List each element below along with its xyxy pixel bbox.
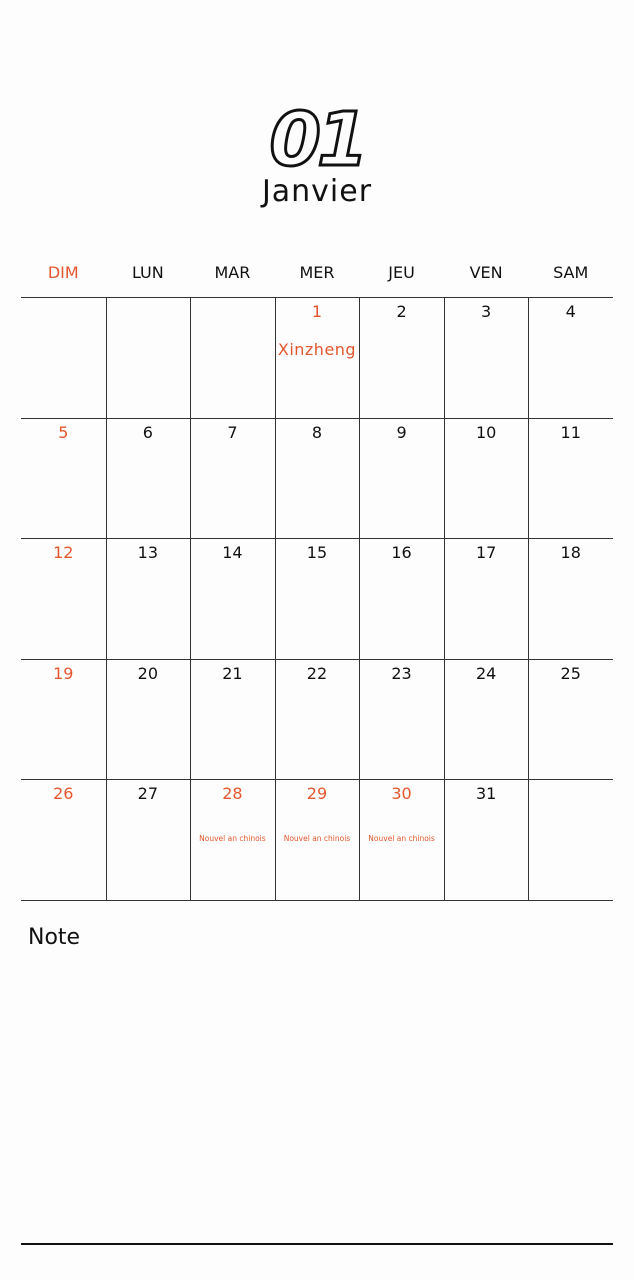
holiday-label: Xinzheng bbox=[277, 340, 357, 359]
day-number[interactable]: 18 bbox=[560, 543, 581, 563]
day-number[interactable]: 11 bbox=[560, 422, 581, 442]
weekday-label: MER bbox=[299, 263, 335, 282]
grid-column-line bbox=[275, 297, 276, 900]
weekday-label: DIM bbox=[47, 263, 79, 282]
weekday-header bbox=[21, 260, 613, 286]
weekday-label: VEN bbox=[469, 263, 503, 282]
calendar-grid bbox=[21, 297, 613, 900]
day-number[interactable]: 6 bbox=[142, 422, 153, 442]
weekday-label: LUN bbox=[131, 263, 164, 282]
day-number[interactable]: 19 bbox=[53, 663, 74, 683]
grid-row-line bbox=[21, 418, 613, 419]
day-number[interactable]: 13 bbox=[137, 543, 159, 563]
day-number[interactable]: 4 bbox=[565, 302, 576, 321]
holiday-label: Nouvel an chinois bbox=[368, 834, 435, 844]
grid-column-line bbox=[190, 297, 191, 900]
day-number[interactable]: 24 bbox=[475, 663, 497, 683]
month-number: 01 bbox=[269, 97, 365, 183]
day-number[interactable]: 9 bbox=[396, 422, 407, 442]
day-number[interactable]: 7 bbox=[227, 422, 238, 442]
day-number[interactable]: 16 bbox=[391, 543, 412, 563]
day-number[interactable]: 29 bbox=[306, 784, 328, 804]
weekday-label: MAR bbox=[214, 263, 251, 282]
day-number[interactable]: 5 bbox=[58, 422, 69, 442]
day-number[interactable]: 23 bbox=[391, 663, 412, 683]
grid-column-line bbox=[106, 297, 107, 900]
day-number[interactable]: 27 bbox=[137, 784, 159, 804]
day-number[interactable]: 2 bbox=[396, 302, 407, 321]
day-number[interactable]: 3 bbox=[481, 302, 492, 321]
grid-column-line bbox=[528, 297, 529, 900]
month-name: Janvier bbox=[261, 174, 373, 209]
grid-row-line bbox=[21, 779, 613, 780]
grid-row-line bbox=[21, 297, 613, 298]
day-number[interactable]: 28 bbox=[222, 784, 243, 804]
grid-column-line bbox=[444, 297, 445, 900]
day-number[interactable]: 22 bbox=[306, 663, 328, 683]
day-number[interactable]: 17 bbox=[475, 543, 497, 563]
day-number[interactable]: 12 bbox=[53, 543, 74, 563]
holiday-label: Nouvel an chinois bbox=[283, 834, 351, 844]
day-number[interactable]: 1 bbox=[311, 302, 323, 321]
note-divider bbox=[21, 1243, 613, 1245]
day-number[interactable]: 20 bbox=[137, 663, 159, 683]
day-number[interactable]: 26 bbox=[53, 784, 74, 804]
day-number[interactable]: 8 bbox=[311, 422, 323, 442]
grid-row-line bbox=[21, 900, 613, 901]
note-label: Note bbox=[28, 925, 81, 950]
weekday-label: SAM bbox=[553, 263, 589, 282]
day-number[interactable]: 15 bbox=[306, 543, 328, 563]
day-number[interactable]: 31 bbox=[475, 784, 497, 804]
day-number[interactable]: 14 bbox=[222, 543, 243, 563]
day-number[interactable]: 25 bbox=[560, 663, 581, 683]
grid-column-line bbox=[359, 297, 360, 900]
weekday-label: JEU bbox=[388, 263, 415, 282]
holiday-label: Nouvel an chinois bbox=[199, 834, 266, 844]
grid-row-line bbox=[21, 538, 613, 539]
grid-row-line bbox=[21, 659, 613, 660]
day-number[interactable]: 30 bbox=[391, 784, 412, 804]
day-number[interactable]: 10 bbox=[475, 422, 497, 442]
day-number[interactable]: 21 bbox=[222, 663, 243, 683]
